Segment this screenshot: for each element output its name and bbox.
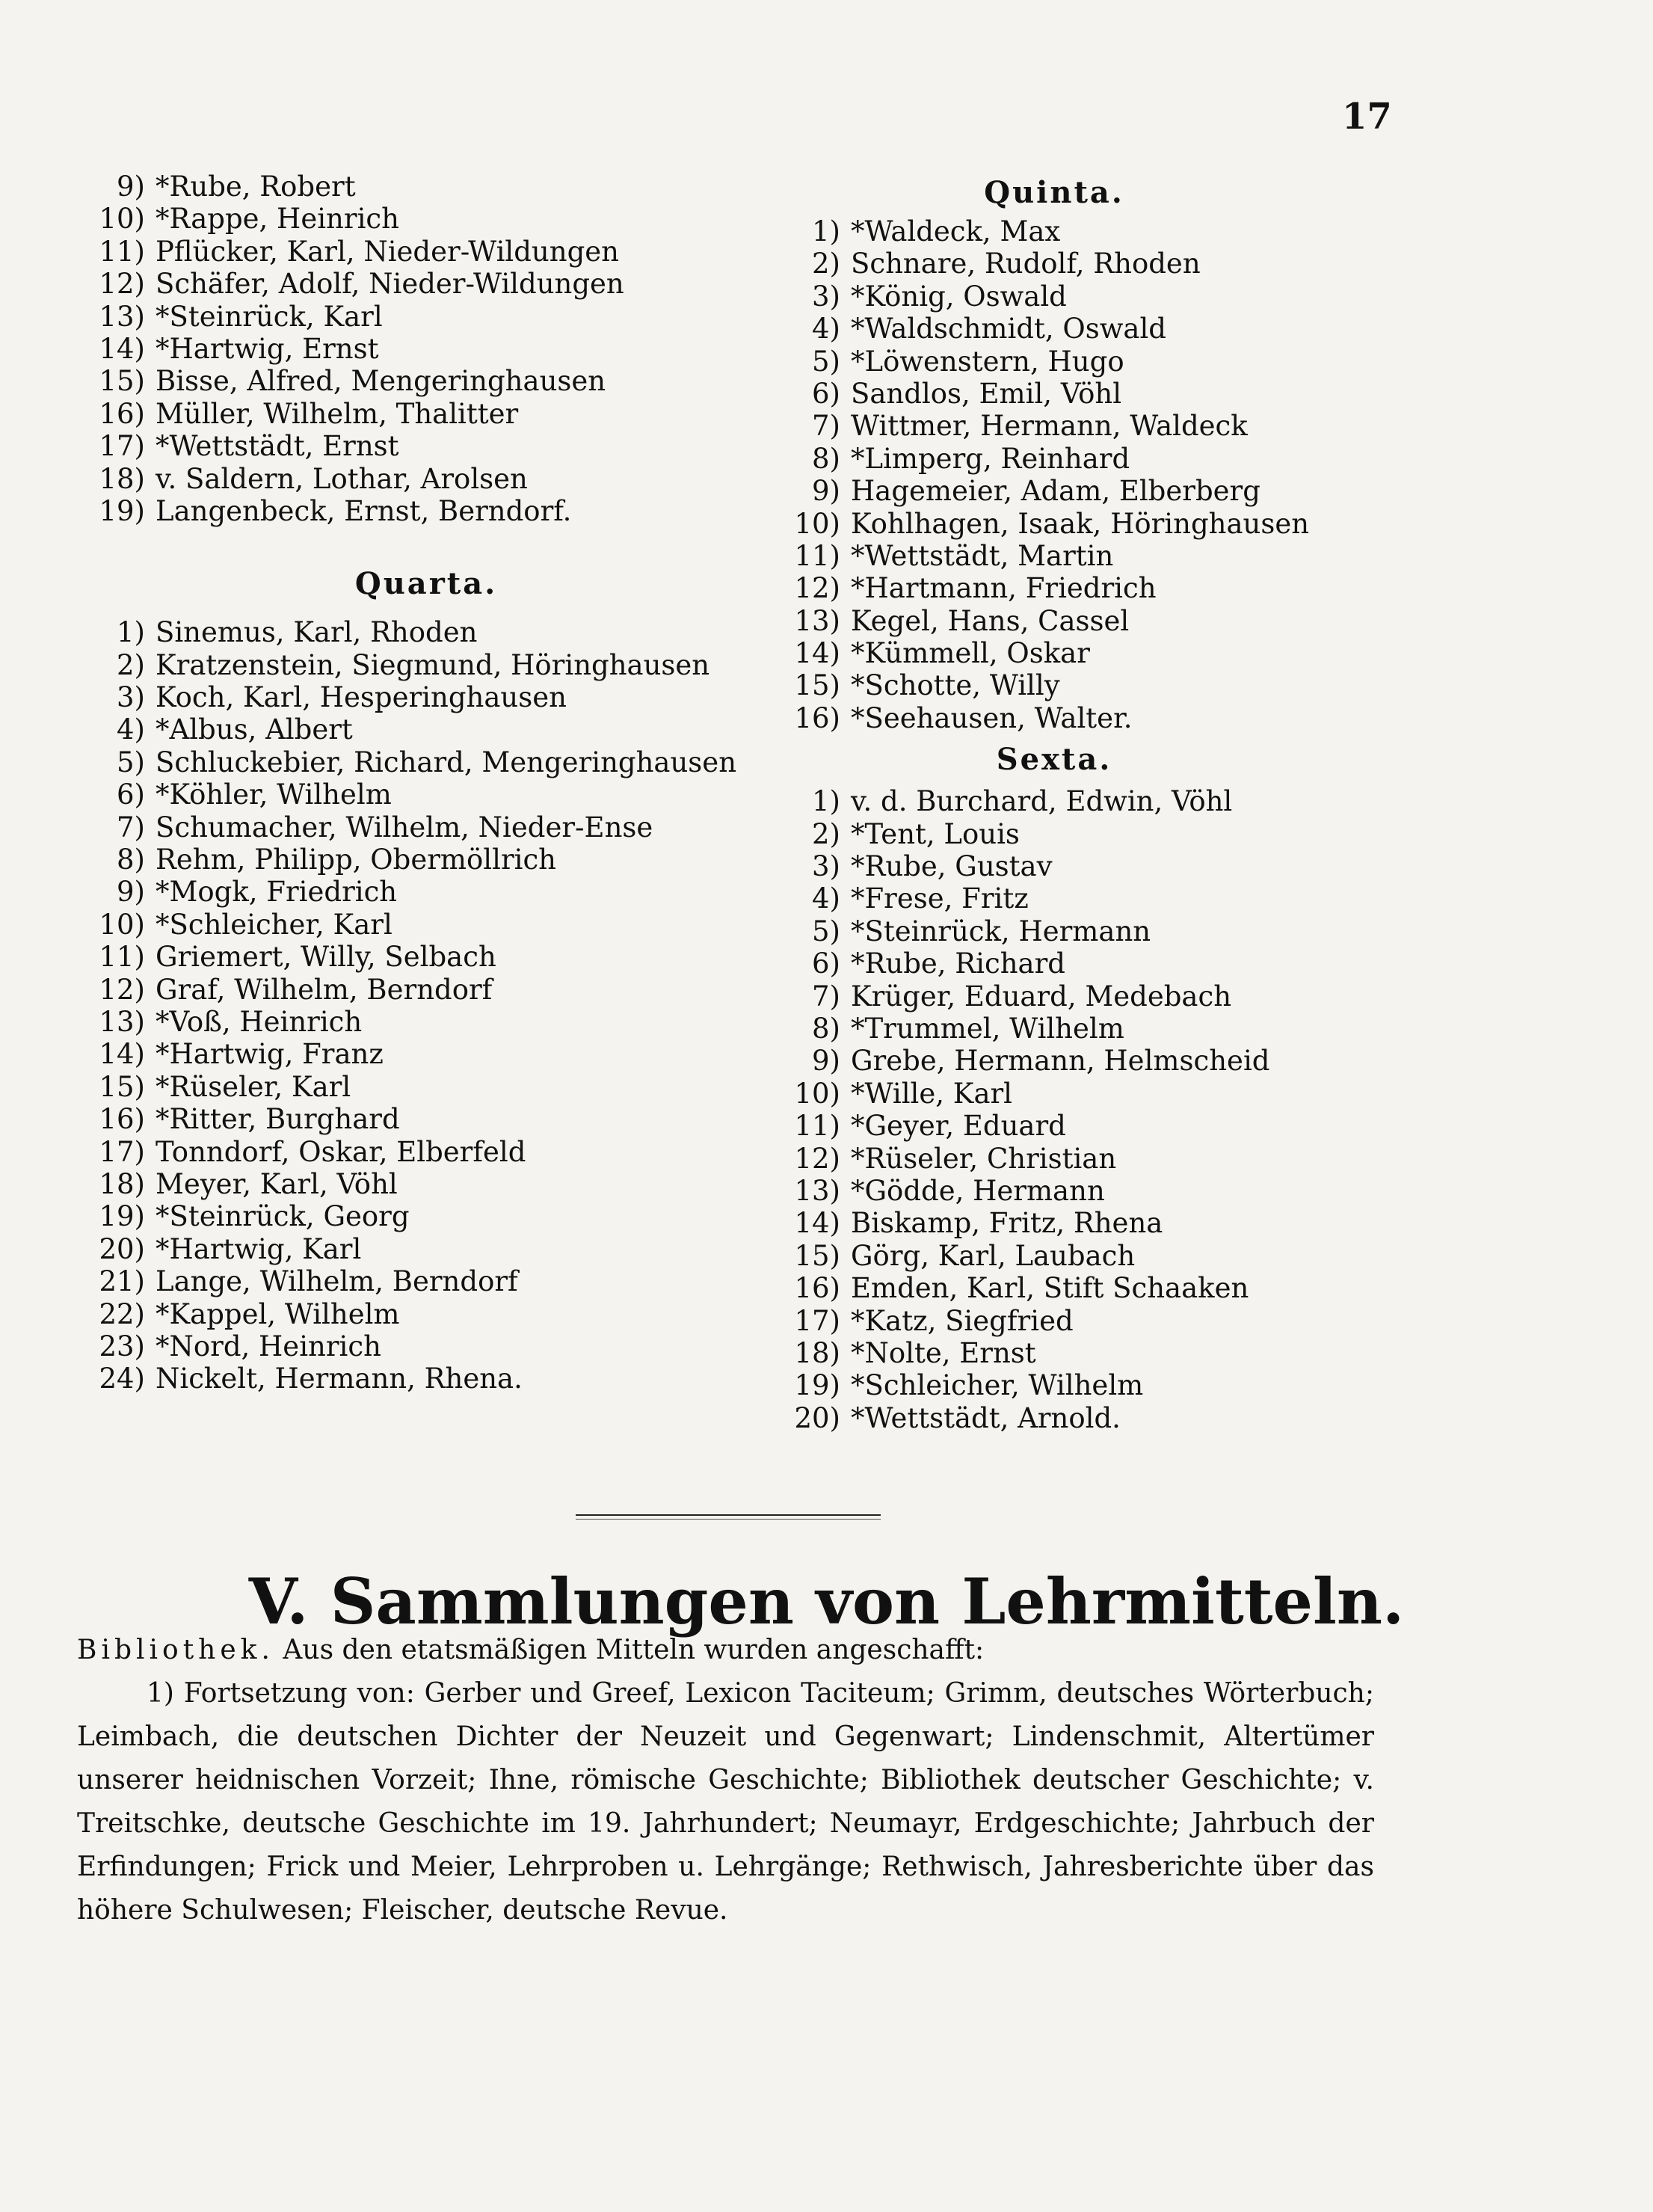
list-item: 1) Sinemus, Karl, Rhoden (117, 616, 478, 649)
list-item: 19) Langenbeck, Ernst, Berndorf. (99, 494, 572, 527)
list-item: 13) Kegel, Hans, Cassel (794, 604, 1130, 637)
list-item: 15) *Rüseler, Karl (99, 1070, 351, 1103)
list-item: 18) *Nolte, Ernst (794, 1336, 1036, 1369)
list-item: 10) *Wille, Karl (794, 1077, 1013, 1110)
list-item: 5) *Löwenstern, Hugo (812, 345, 1124, 378)
list-item: 19) *Schleicher, Wilhelm (794, 1369, 1144, 1402)
list-item: 10) Kohlhagen, Isaak, Höringhausen (794, 507, 1310, 540)
list-item: 11) *Wettstädt, Martin (794, 539, 1114, 572)
list-item: 20) *Hartwig, Karl (99, 1232, 362, 1265)
list-item: 19) *Steinrück, Georg (99, 1200, 410, 1233)
list-item: 18) v. Saldern, Lothar, Arolsen (99, 462, 528, 495)
list-item: 13) *Gödde, Hermann (794, 1174, 1105, 1207)
quarta-title: Quarta. (354, 566, 498, 602)
list-item: 2) Schnare, Rudolf, Rhoden (812, 248, 1201, 280)
list-item: 4) *Albus, Albert (117, 713, 353, 746)
section-divider (576, 1514, 881, 1516)
list-item: 16) *Ritter, Burghard (99, 1103, 400, 1136)
list-item: 3) Koch, Karl, Hesperinghausen (117, 681, 567, 714)
list-item: 7) Wittmer, Hermann, Waldeck (812, 410, 1248, 443)
list-item: 12) *Rüseler, Christian (794, 1142, 1117, 1175)
library-intro-text: Aus den etatsmäßigen Mitteln wurden angeschafft: (283, 1635, 985, 1665)
list-item: 8) Rehm, Philipp, Obermöllrich (117, 844, 557, 876)
list-item: 16) *Seehausen, Walter. (794, 701, 1133, 734)
right-column (770, 170, 1338, 1434)
list-item: 3) *König, Oswald (812, 280, 1067, 313)
list-item: 12) Schäfer, Adolf, Nieder-Wildungen (99, 268, 624, 301)
list-item: 13) *Steinrück, Karl (99, 300, 383, 333)
list-item: 14) *Hartwig, Franz (99, 1038, 384, 1071)
list-item: 16) Emden, Karl, Stift Schaaken (794, 1272, 1249, 1305)
list-item: 9) Grebe, Hermann, Helmscheid (812, 1045, 1270, 1078)
list-item: 8) *Trummel, Wilhelm (812, 1012, 1124, 1045)
list-item: 24) Nickelt, Hermann, Rhena. (99, 1362, 523, 1395)
list-item: 10) *Schleicher, Karl (99, 908, 393, 941)
list-item: 17) *Wettstädt, Ernst (99, 430, 399, 463)
list-item: 14) *Kümmell, Oskar (794, 637, 1090, 670)
list-item: 11) Pflücker, Karl, Nieder-Wildungen (99, 235, 619, 268)
list-item: 15) Görg, Karl, Laubach (794, 1239, 1136, 1272)
list-item: 8) *Limperg, Reinhard (812, 442, 1130, 475)
list-item: 21) Lange, Wilhelm, Berndorf (99, 1265, 518, 1298)
section-divider-thin (576, 1519, 881, 1520)
list-item: 15) Bisse, Alfred, Mengeringhausen (99, 365, 606, 398)
list-item: 17) *Katz, Siegfried (794, 1304, 1074, 1337)
list-item: 9) *Rube, Robert (117, 170, 356, 203)
library-label: Bibliothek. (77, 1635, 274, 1665)
list-item: 15) *Schotte, Willy (794, 669, 1060, 702)
library-intro (77, 1629, 1374, 1672)
sexta-list (770, 785, 1338, 1434)
sexta-title: Sexta. (996, 742, 1112, 778)
library-paragraph: 1) Fortsetzung von: Gerber und Greef, Lexicon Taciteum; Grimm, deutsches Wörterbuch; Leimbach, die deutschen Dichter der Neuzeit und Gegenwart; Lindenschmit, Altertümer unserer heidnischen Vorzeit; Ihne, römische Geschichte; Bibliothek deutscher Geschichte; v. Treitschke, deutsche Geschichte im 19. Jahrhundert; Neumayr, Erdgeschichte; Jahrbuch der Erfindungen; Frick und Meier, Lehrproben u. Lehrgänge; Rethwisch, Jahresberichte über das höhere Schulwesen; Fleischer, deutsche Revue. (77, 1678, 1374, 1926)
list-item: 16) Müller, Wilhelm, Thalitter (99, 397, 519, 430)
list-item: 11) *Geyer, Eduard (794, 1110, 1066, 1143)
list-item: 22) *Kappel, Wilhelm (99, 1297, 400, 1330)
list-item: 18) Meyer, Karl, Vöhl (99, 1167, 398, 1200)
quinta-list (770, 215, 1338, 734)
list-item: 5) Schluckebier, Richard, Mengeringhausen (117, 746, 737, 778)
list-item: 17) Tonndorf, Oskar, Elberfeld (99, 1135, 526, 1168)
list-item: 12) Graf, Wilhelm, Berndorf (99, 973, 493, 1006)
list-item: 2) *Tent, Louis (812, 817, 1020, 850)
quinta-title: Quinta. (984, 175, 1124, 210)
list-item: 6) *Köhler, Wilhelm (117, 778, 392, 811)
quarta-list (75, 616, 778, 1395)
quarta-continued-list (75, 170, 778, 527)
list-item: 4) *Waldschmidt, Oswald (812, 313, 1166, 345)
page-number: 17 (1342, 96, 1392, 138)
list-item: 14) *Hartwig, Ernst (99, 332, 379, 365)
section-heading: V. Sammlungen von Lehrmitteln. (248, 1564, 1405, 1638)
left-column (75, 170, 778, 1395)
list-item: 11) Griemert, Willy, Selbach (99, 941, 496, 974)
list-item: 13) *Voß, Heinrich (99, 1005, 363, 1038)
list-item: 3) *Rube, Gustav (812, 850, 1053, 883)
list-item: 12) *Hartmann, Friedrich (794, 572, 1157, 605)
list-item: 6) Sandlos, Emil, Vöhl (812, 377, 1122, 410)
list-item: 2) Kratzenstein, Siegmund, Höringhausen (117, 648, 710, 681)
list-item: 1) v. d. Burchard, Edwin, Vöhl (812, 785, 1233, 818)
list-item: 20) *Wettstädt, Arnold. (794, 1401, 1121, 1434)
list-item: 9) Hagemeier, Adam, Elberberg (812, 475, 1260, 508)
list-item: 23) *Nord, Heinrich (99, 1330, 381, 1362)
list-item: 4) *Frese, Fritz (812, 882, 1029, 915)
list-item: 14) Biskamp, Fritz, Rhena (794, 1207, 1163, 1240)
list-item: 7) Schumacher, Wilhelm, Nieder-Ense (117, 811, 653, 844)
list-item: 5) *Steinrück, Hermann (812, 915, 1151, 947)
list-item: 6) *Rube, Richard (812, 947, 1065, 980)
list-item: 10) *Rappe, Heinrich (99, 203, 399, 236)
list-item: 9) *Mogk, Friedrich (117, 876, 398, 909)
list-item: 7) Krüger, Eduard, Medebach (812, 980, 1232, 1013)
list-item: 1) *Waldeck, Max (812, 215, 1061, 248)
